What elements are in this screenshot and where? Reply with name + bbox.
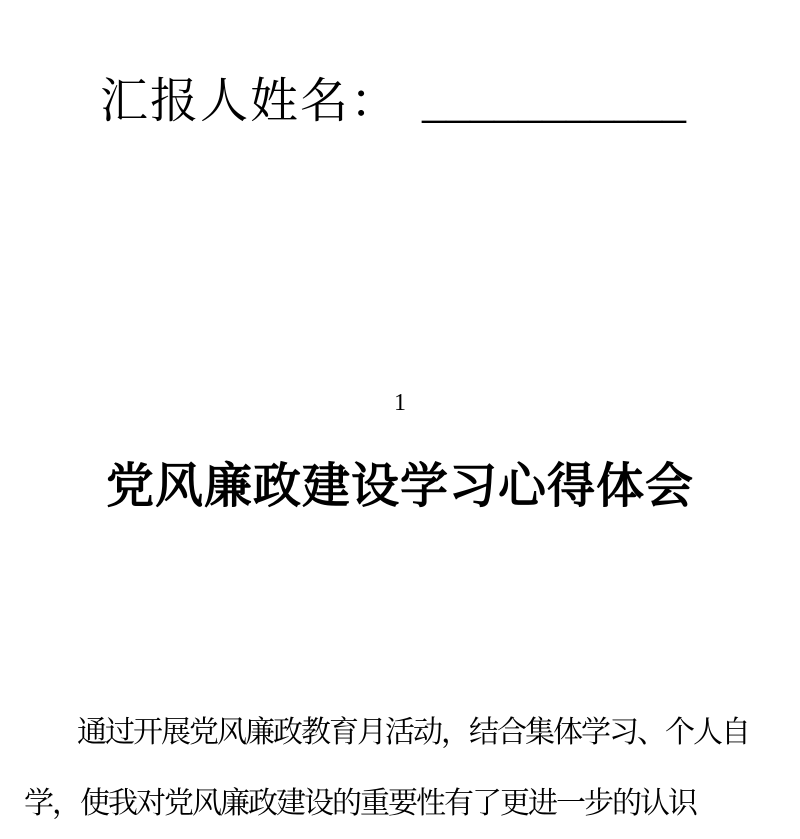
page-number: 1 bbox=[394, 390, 406, 416]
document-title: 党风廉政建设学习心得体会 bbox=[105, 460, 694, 513]
paragraph-line-1: 通过开展党风廉政教育月活动，结合集体学习、个人自 bbox=[77, 716, 749, 749]
body-paragraph bbox=[24, 697, 784, 839]
reporter-name-label: 汇报人姓名： bbox=[100, 75, 401, 128]
reporter-name-blank-line: ___________ bbox=[422, 75, 687, 128]
paragraph-line-2-clipped: 学，使我对党风廉政建设的重要性有了更进一步的认识 bbox=[24, 787, 696, 820]
reporter-name-row bbox=[100, 72, 686, 132]
